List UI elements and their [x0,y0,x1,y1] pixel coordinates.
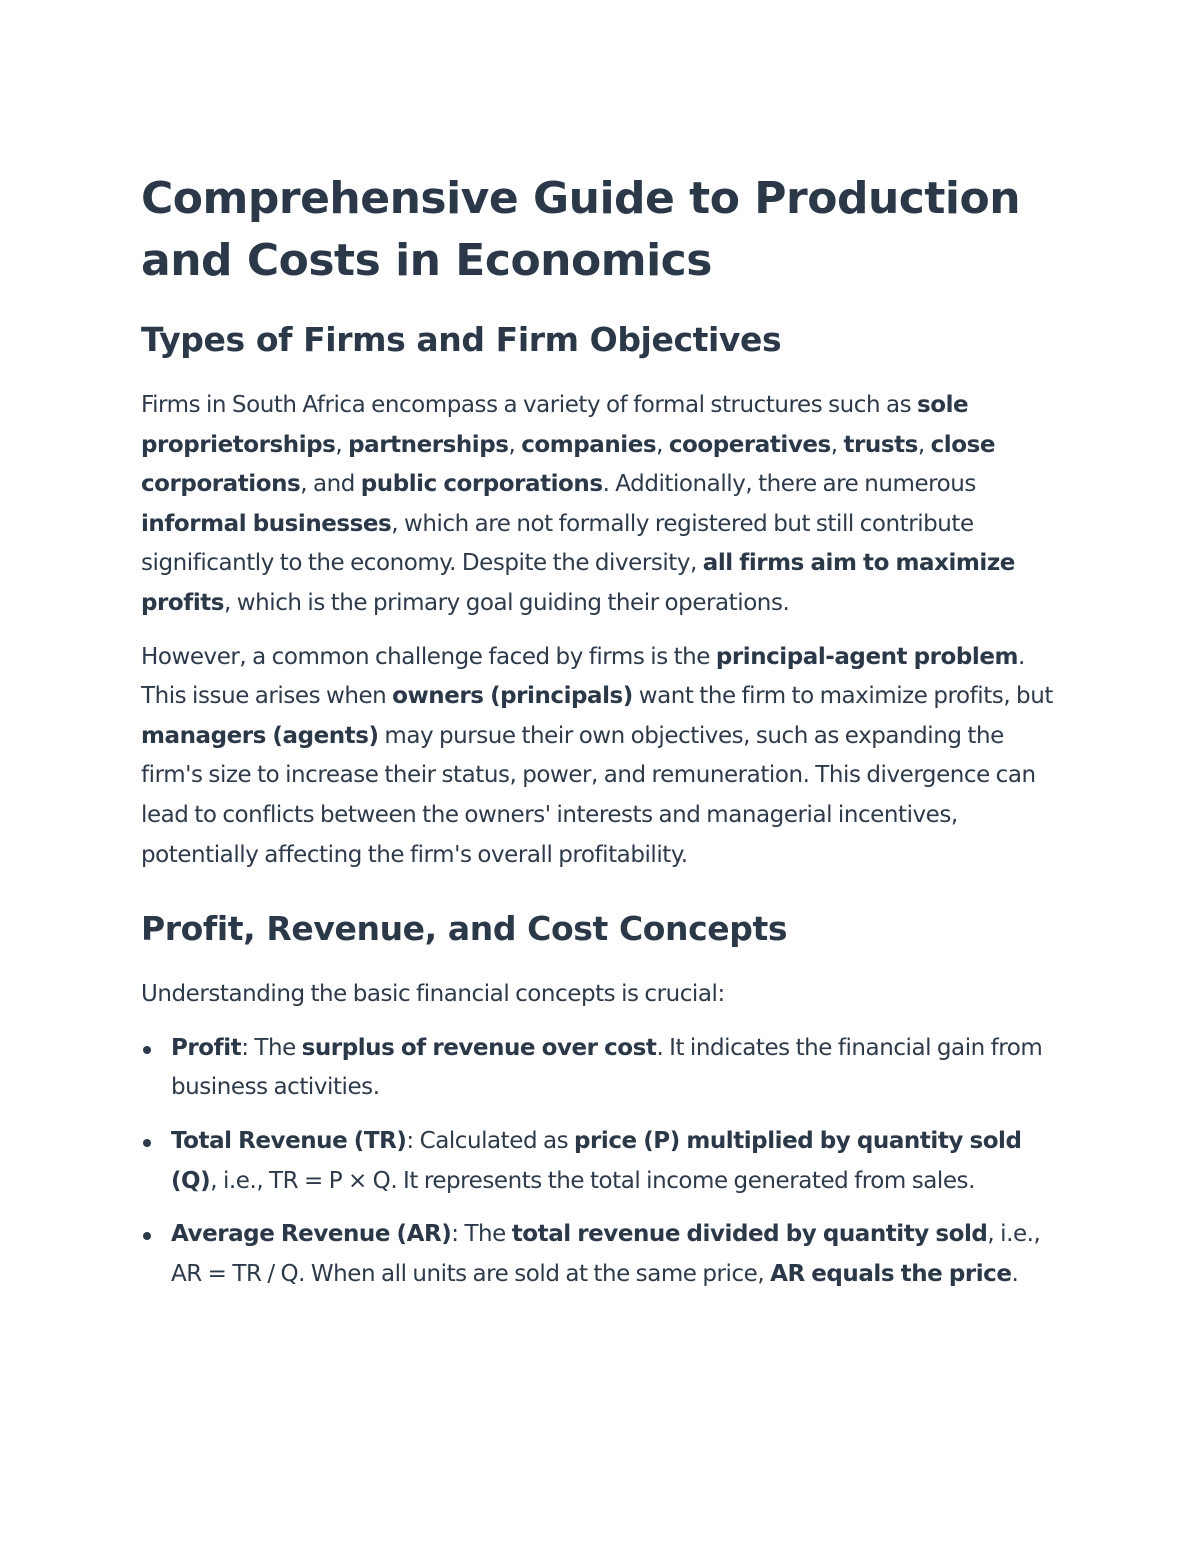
list-item: Profit: The surplus of revenue over cost. It indicates the financial gain from business activities. [141,1029,1062,1108]
list-item: Average Revenue (AR): The total revenue divided by quantity sold, i.e., AR = TR / Q. When all units are sold at the same price, AR equals the price. [141,1215,1062,1294]
section-heading-concepts: Profit, Revenue, and Cost Concepts [141,909,788,949]
paragraph-intro: Understanding the basic financial concepts is crucial: [141,981,725,1008]
concept-list [141,1029,1062,1295]
list-item: Total Revenue (TR): Calculated as price (P) multiplied by quantity sold (Q), i.e., TR = P × Q. It represents the total income generated from sales. [141,1122,1062,1201]
bullet-icon [143,1232,151,1240]
paragraph-firm-types: Firms in South Africa encompass a variety of formal structures such as sole proprietorships, partnerships, companies, cooperatives, trusts, close corporations, and public corporations. Additionally, there are numerous informal businesses, which are not formally registered but still contribute significantly to the economy. Despite the diversity, all firms aim to maximize profits, which is the primary goal guiding their operations. [141,392,1015,616]
page-title: Comprehensive Guide to Production and Costs in Economics [141,173,1021,286]
bullet-icon [143,1139,151,1147]
paragraph-principal-agent: However, a common challenge faced by firms is the principal-agent problem. This issue arises when owners (principals) want the firm to maximize profits, but managers (agents) may pursue their own objectives, such as expanding the firm's size to increase their status, power, and remuneration. This divergence can lead to conflicts between the owners' interests and managerial incentives, potentially affecting the firm's overall profitability. [141,643,1053,868]
bullet-icon [143,1046,151,1054]
section-heading-firms: Types of Firms and Firm Objectives [141,320,782,359]
